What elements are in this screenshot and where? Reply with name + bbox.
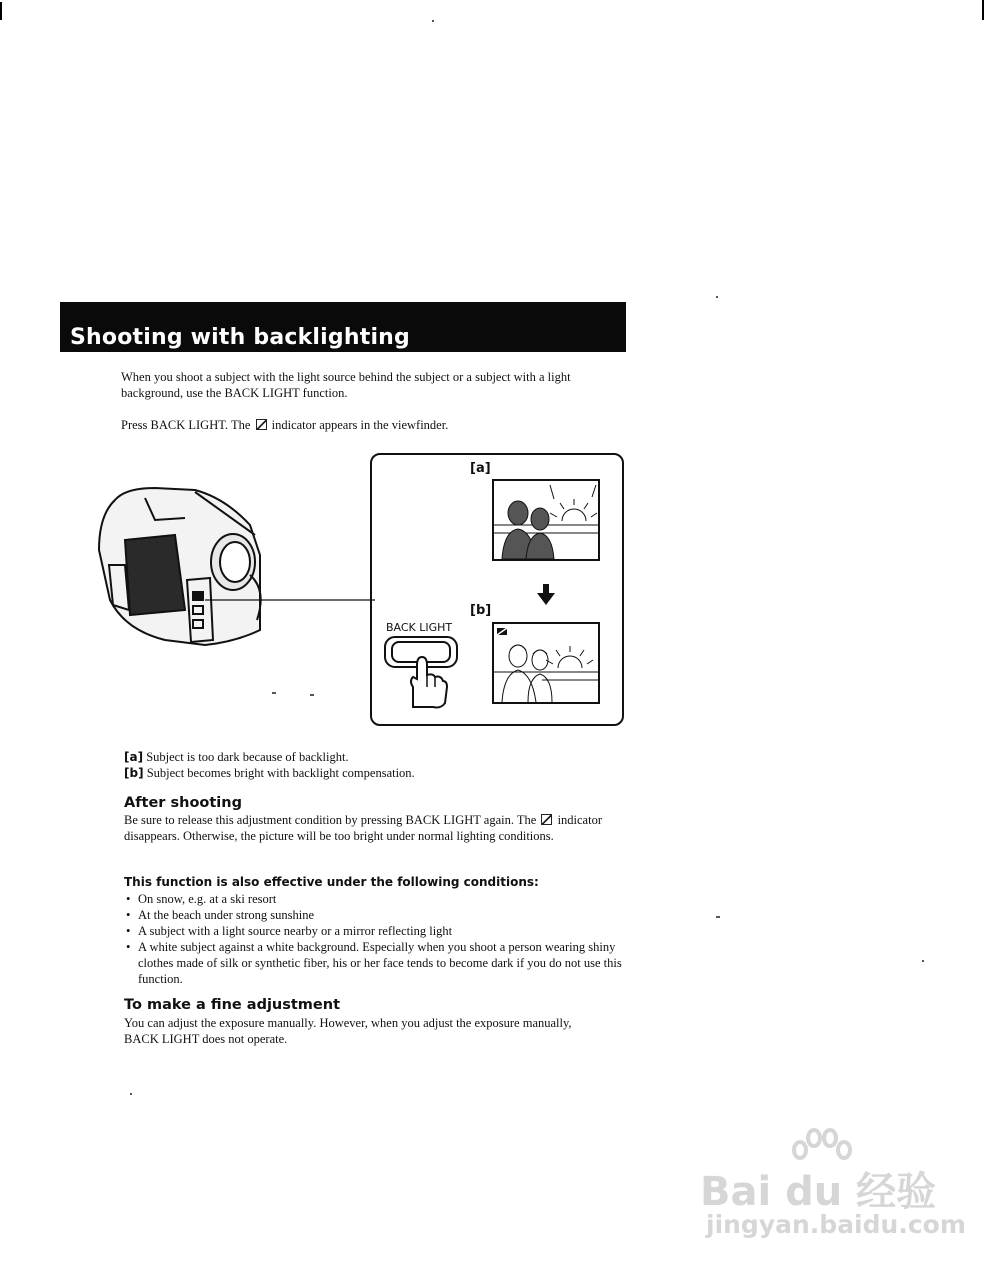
viewfinder-frame-dark [492,479,600,561]
scan-edge-mark [0,2,2,20]
viewfinder-frame-bright [492,622,600,704]
down-arrow-icon [537,584,555,606]
after-shooting-text [124,812,614,844]
conditions-list [124,891,626,987]
caption-b-marker: [b] [124,766,144,780]
caption-a-text: Subject is too dark because of backlight. [146,750,349,764]
intro-paragraph: When you shoot a subject with the light source behind the subject or a subject with a light background, use the BACK LIGHT function. [121,370,571,400]
watermark-brand: Bai du 经验 [700,1169,937,1215]
page-title: Shooting with backlighting [70,325,410,350]
caption-a [124,749,349,765]
camcorder-illustration [85,480,375,655]
fine-adjustment-text: You can adjust the exposure manually. However, when you adjust the exposure manually, BACK LIGHT does not operate. [124,1016,572,1046]
list-item: • On snow, e.g. at a ski resort [124,891,626,907]
scan-speck [310,694,314,696]
scan-speck [272,692,276,694]
label-b: [b] [470,603,492,618]
label-a: [a] [470,461,491,476]
caption-b [124,765,415,781]
fine-adjustment-heading: To make a fine adjustment [124,997,341,1013]
after-shooting-text-after: indicator disappears. Otherwise, the picture will be too bright under normal lighting conditions. [124,813,602,843]
watermark-url: jingyan.baidu.com [706,1210,966,1239]
scan-speck [716,916,720,918]
list-item: • A white subject against a white background. Especially when you shoot a person wearing shiny clothes made of silk or synthetic fiber, his or her face tends to become dark if you do not use this function. [124,939,626,987]
backlight-indicator-icon [541,814,552,825]
after-shooting-text-before: Be sure to release this adjustment condition by pressing BACK LIGHT again. The [124,813,537,827]
after-shooting-heading: After shooting [124,795,242,811]
press-text-before: Press BACK LIGHT. The [121,418,251,432]
backlight-indicator-icon [256,419,267,430]
caption-b-text: Subject becomes bright with backlight compensation. [146,766,415,780]
list-item: • A subject with a light source nearby or a mirror reflecting light [124,923,626,939]
backlight-indicator-icon [497,628,507,635]
scan-speck [922,960,924,962]
scan-speck [432,20,434,22]
caption-a-marker: [a] [124,750,144,764]
conditions-heading: This function is also effective under the following conditions: [124,875,539,889]
list-item: • At the beach under strong sunshine [124,907,626,923]
back-light-button-label: BACK LIGHT [386,621,453,634]
scan-edge-mark [982,0,984,20]
section-title-bar [60,302,626,352]
scan-speck [716,296,718,298]
press-text-after: indicator appears in the viewfinder. [271,418,449,432]
press-instruction [121,417,616,433]
scan-speck [130,1093,132,1095]
back-light-button [383,635,461,710]
